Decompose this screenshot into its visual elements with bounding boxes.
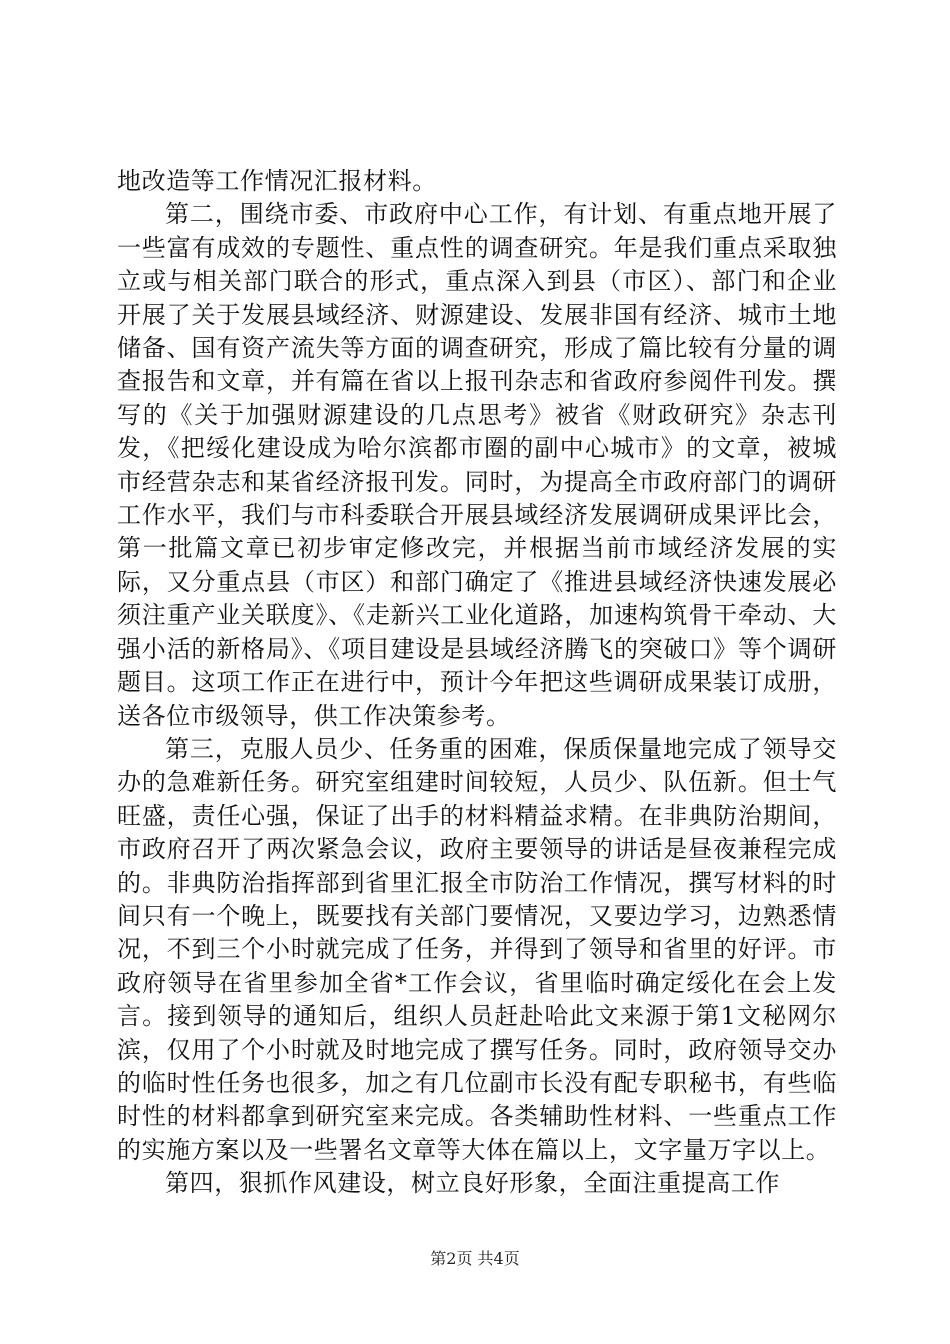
paragraph-second: 第二，围绕市委、市政府中心工作，有计划、有重点地开展了一些富有成效的专题性、重点性的调查研究。年是我们重点采取独立或与相关部门联合的形式，重点深入到县（市区）、部门和企业开展了关于发展县域经济、财源建设、发展非国有经济、城市土地储备、国有资产流失等方面的调查研究，形成了篇比较有分量的调查报告和文章，并有篇在省以上报刊杂志和省政府参阅件刊发。撰写的《关于加强财源建设的几点思考》被省《财政研究》杂志刊发，《把绥化建设成为哈尔滨都市圈的副中心城市》的文章，被城市经营杂志和某省经济报刊发。同时，为提高全市政府部门的调研工作水平，我们与市科委联合开展县域经济发展调研成果评比会，第一批篇文章已初步审定修改完，并根据当前市域经济发展的实际，又分重点县（市区）和部门确定了《推进县域经济快速发展必须注重产业关联度》、《走新兴工业化道路，加速构筑骨干牵动、大强小活的新格局》、《项目建设是县域经济腾飞的突破口》等个调研题目。这项工作正在进行中，预计今年把这些调研成果装订成册，送各位市级领导，供工作决策参考。 (117, 200, 837, 730)
paragraph-third: 第三，克服人员少、任务重的困难，保质保量地完成了领导交办的急难新任务。研究室组建时间较短，人员少、队伍新。但士气旺盛，责任心强，保证了出手的材料精益求精。在非典防治期间，市政府召开了两次紧急会议，政府主要领导的讲话是昼夜兼程完成的。非典防治指挥部到省里汇报全市防治工作情况，撰写材料的时间只有一个晚上，既要找有关部门要情况，又要边学习，边熟悉情况，不到三个小时就完成了任务，并得到了领导和省里的好评。市政府领导在省里参加全省*工作会议，省里临时确定绥化在会上发言。接到领导的通知后，组织人员赶赴哈此文来源于第1文秘网尔滨，仅用了个小时就及时地完成了撰写任务。同时，政府领导交办的临时性任务也很多，加之有几位副市长没有配专职秘书，有些临时性的材料都拿到研究室来完成。各类辅助性材料、一些重点工作的实施方案以及一些署名文章等大体在篇以上，文字量万字以上。 (117, 734, 837, 1164)
paragraph-continuation: 地改造等工作情况汇报材料。 (117, 167, 437, 195)
paragraph-fourth: 第四，狠抓作风建设，树立良好形象，全面注重提高工作 (165, 1169, 780, 1198)
document-body (117, 165, 837, 1201)
page-number-footer: 第2页 共4页 (430, 1249, 520, 1268)
